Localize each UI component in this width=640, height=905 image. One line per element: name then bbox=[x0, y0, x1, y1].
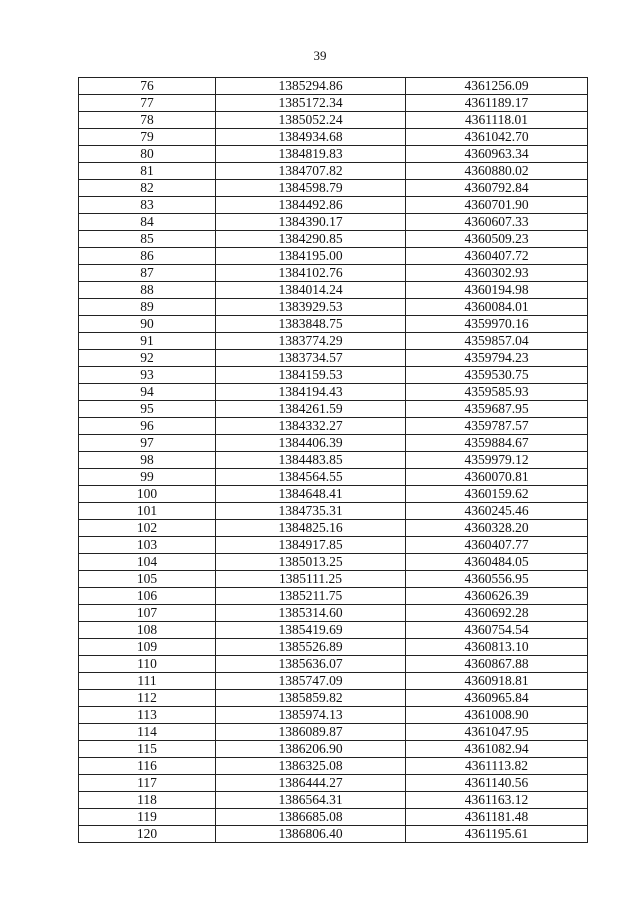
point-number-cell: 111 bbox=[79, 673, 216, 690]
table-row bbox=[79, 469, 588, 486]
table-row bbox=[79, 316, 588, 333]
y-coordinate-cell: 4359530.75 bbox=[406, 367, 588, 384]
x-coordinate-cell: 1383734.57 bbox=[216, 350, 406, 367]
y-coordinate-cell: 4360328.20 bbox=[406, 520, 588, 537]
y-coordinate-cell: 4361042.70 bbox=[406, 129, 588, 146]
y-coordinate-cell: 4359787.57 bbox=[406, 418, 588, 435]
table-row bbox=[79, 741, 588, 758]
y-coordinate-cell: 4360813.10 bbox=[406, 639, 588, 656]
table-row bbox=[79, 520, 588, 537]
y-coordinate-cell: 4360701.90 bbox=[406, 197, 588, 214]
x-coordinate-cell: 1384934.68 bbox=[216, 129, 406, 146]
y-coordinate-cell: 4361118.01 bbox=[406, 112, 588, 129]
x-coordinate-cell: 1386444.27 bbox=[216, 775, 406, 792]
y-coordinate-cell: 4360607.33 bbox=[406, 214, 588, 231]
x-coordinate-cell: 1386325.08 bbox=[216, 758, 406, 775]
y-coordinate-cell: 4359687.95 bbox=[406, 401, 588, 418]
x-coordinate-cell: 1384648.41 bbox=[216, 486, 406, 503]
page-number: 39 bbox=[313, 48, 327, 63]
table-row bbox=[79, 588, 588, 605]
table-row bbox=[79, 384, 588, 401]
table-row bbox=[79, 690, 588, 707]
x-coordinate-cell: 1385636.07 bbox=[216, 656, 406, 673]
x-coordinate-cell: 1385111.25 bbox=[216, 571, 406, 588]
y-coordinate-cell: 4361082.94 bbox=[406, 741, 588, 758]
y-coordinate-cell: 4361008.90 bbox=[406, 707, 588, 724]
x-coordinate-cell: 1384492.86 bbox=[216, 197, 406, 214]
table-row bbox=[79, 146, 588, 163]
table-row bbox=[79, 248, 588, 265]
x-coordinate-cell: 1383929.53 bbox=[216, 299, 406, 316]
y-coordinate-cell: 4359979.12 bbox=[406, 452, 588, 469]
y-coordinate-cell: 4360880.02 bbox=[406, 163, 588, 180]
point-number-cell: 97 bbox=[79, 435, 216, 452]
x-coordinate-cell: 1385747.09 bbox=[216, 673, 406, 690]
table-row bbox=[79, 605, 588, 622]
point-number-cell: 98 bbox=[79, 452, 216, 469]
table-row bbox=[79, 163, 588, 180]
y-coordinate-cell: 4360159.62 bbox=[406, 486, 588, 503]
table-row bbox=[79, 656, 588, 673]
x-coordinate-cell: 1384819.83 bbox=[216, 146, 406, 163]
table-row bbox=[79, 452, 588, 469]
point-number-cell: 119 bbox=[79, 809, 216, 826]
point-number-cell: 82 bbox=[79, 180, 216, 197]
table-row bbox=[79, 622, 588, 639]
x-coordinate-cell: 1384261.59 bbox=[216, 401, 406, 418]
point-number-cell: 86 bbox=[79, 248, 216, 265]
point-number-cell: 102 bbox=[79, 520, 216, 537]
point-number-cell: 99 bbox=[79, 469, 216, 486]
y-coordinate-cell: 4360918.81 bbox=[406, 673, 588, 690]
y-coordinate-cell: 4360084.01 bbox=[406, 299, 588, 316]
y-coordinate-cell: 4360194.98 bbox=[406, 282, 588, 299]
y-coordinate-cell: 4361195.61 bbox=[406, 826, 588, 843]
y-coordinate-cell: 4361189.17 bbox=[406, 95, 588, 112]
y-coordinate-cell: 4360407.77 bbox=[406, 537, 588, 554]
point-number-cell: 83 bbox=[79, 197, 216, 214]
x-coordinate-cell: 1385859.82 bbox=[216, 690, 406, 707]
y-coordinate-cell: 4361181.48 bbox=[406, 809, 588, 826]
point-number-cell: 96 bbox=[79, 418, 216, 435]
table-row bbox=[79, 197, 588, 214]
x-coordinate-cell: 1386685.08 bbox=[216, 809, 406, 826]
y-coordinate-cell: 4361256.09 bbox=[406, 78, 588, 95]
table-row bbox=[79, 537, 588, 554]
table-row bbox=[79, 401, 588, 418]
table-row bbox=[79, 639, 588, 656]
x-coordinate-cell: 1384735.31 bbox=[216, 503, 406, 520]
point-number-cell: 88 bbox=[79, 282, 216, 299]
table-row bbox=[79, 367, 588, 384]
point-number-cell: 117 bbox=[79, 775, 216, 792]
y-coordinate-cell: 4360556.95 bbox=[406, 571, 588, 588]
table-row bbox=[79, 809, 588, 826]
table-row bbox=[79, 503, 588, 520]
x-coordinate-cell: 1384290.85 bbox=[216, 231, 406, 248]
x-coordinate-cell: 1383848.75 bbox=[216, 316, 406, 333]
y-coordinate-cell: 4359857.04 bbox=[406, 333, 588, 350]
table-row bbox=[79, 758, 588, 775]
table-row bbox=[79, 180, 588, 197]
point-number-cell: 80 bbox=[79, 146, 216, 163]
y-coordinate-cell: 4360963.34 bbox=[406, 146, 588, 163]
x-coordinate-cell: 1385172.34 bbox=[216, 95, 406, 112]
x-coordinate-cell: 1385052.24 bbox=[216, 112, 406, 129]
point-number-cell: 79 bbox=[79, 129, 216, 146]
y-coordinate-cell: 4360484.05 bbox=[406, 554, 588, 571]
x-coordinate-cell: 1384598.79 bbox=[216, 180, 406, 197]
x-coordinate-cell: 1383774.29 bbox=[216, 333, 406, 350]
point-number-cell: 100 bbox=[79, 486, 216, 503]
table-row bbox=[79, 112, 588, 129]
point-number-cell: 92 bbox=[79, 350, 216, 367]
y-coordinate-cell: 4360692.28 bbox=[406, 605, 588, 622]
table-row bbox=[79, 95, 588, 112]
point-number-cell: 110 bbox=[79, 656, 216, 673]
x-coordinate-cell: 1386564.31 bbox=[216, 792, 406, 809]
table-row bbox=[79, 231, 588, 248]
x-coordinate-cell: 1384332.27 bbox=[216, 418, 406, 435]
x-coordinate-cell: 1384564.55 bbox=[216, 469, 406, 486]
y-coordinate-cell: 4360867.88 bbox=[406, 656, 588, 673]
coordinates-table-body bbox=[79, 78, 588, 843]
x-coordinate-cell: 1385013.25 bbox=[216, 554, 406, 571]
y-coordinate-cell: 4360302.93 bbox=[406, 265, 588, 282]
point-number-cell: 89 bbox=[79, 299, 216, 316]
table-row bbox=[79, 724, 588, 741]
point-number-cell: 116 bbox=[79, 758, 216, 775]
y-coordinate-cell: 4359884.67 bbox=[406, 435, 588, 452]
point-number-cell: 106 bbox=[79, 588, 216, 605]
point-number-cell: 76 bbox=[79, 78, 216, 95]
y-coordinate-cell: 4359794.23 bbox=[406, 350, 588, 367]
point-number-cell: 114 bbox=[79, 724, 216, 741]
table-row bbox=[79, 673, 588, 690]
point-number-cell: 93 bbox=[79, 367, 216, 384]
point-number-cell: 78 bbox=[79, 112, 216, 129]
point-number-cell: 77 bbox=[79, 95, 216, 112]
x-coordinate-cell: 1385419.69 bbox=[216, 622, 406, 639]
table-row bbox=[79, 707, 588, 724]
y-coordinate-cell: 4361047.95 bbox=[406, 724, 588, 741]
table-row bbox=[79, 214, 588, 231]
x-coordinate-cell: 1384195.00 bbox=[216, 248, 406, 265]
y-coordinate-cell: 4361140.56 bbox=[406, 775, 588, 792]
point-number-cell: 108 bbox=[79, 622, 216, 639]
x-coordinate-cell: 1384917.85 bbox=[216, 537, 406, 554]
x-coordinate-cell: 1385526.89 bbox=[216, 639, 406, 656]
point-number-cell: 113 bbox=[79, 707, 216, 724]
table-row bbox=[79, 571, 588, 588]
point-number-cell: 91 bbox=[79, 333, 216, 350]
x-coordinate-cell: 1385294.86 bbox=[216, 78, 406, 95]
x-coordinate-cell: 1384707.82 bbox=[216, 163, 406, 180]
x-coordinate-cell: 1385314.60 bbox=[216, 605, 406, 622]
x-coordinate-cell: 1384406.39 bbox=[216, 435, 406, 452]
point-number-cell: 84 bbox=[79, 214, 216, 231]
point-number-cell: 90 bbox=[79, 316, 216, 333]
x-coordinate-cell: 1386806.40 bbox=[216, 826, 406, 843]
table-row bbox=[79, 775, 588, 792]
table-row bbox=[79, 299, 588, 316]
point-number-cell: 109 bbox=[79, 639, 216, 656]
y-coordinate-cell: 4361113.82 bbox=[406, 758, 588, 775]
x-coordinate-cell: 1386089.87 bbox=[216, 724, 406, 741]
table-row bbox=[79, 78, 588, 95]
x-coordinate-cell: 1386206.90 bbox=[216, 741, 406, 758]
point-number-cell: 81 bbox=[79, 163, 216, 180]
table-row bbox=[79, 792, 588, 809]
point-number-cell: 87 bbox=[79, 265, 216, 282]
y-coordinate-cell: 4359585.93 bbox=[406, 384, 588, 401]
table-row bbox=[79, 826, 588, 843]
table-row bbox=[79, 418, 588, 435]
point-number-cell: 112 bbox=[79, 690, 216, 707]
x-coordinate-cell: 1384014.24 bbox=[216, 282, 406, 299]
y-coordinate-cell: 4360407.72 bbox=[406, 248, 588, 265]
x-coordinate-cell: 1384390.17 bbox=[216, 214, 406, 231]
x-coordinate-cell: 1384194.43 bbox=[216, 384, 406, 401]
point-number-cell: 105 bbox=[79, 571, 216, 588]
point-number-cell: 85 bbox=[79, 231, 216, 248]
point-number-cell: 101 bbox=[79, 503, 216, 520]
coordinates-table bbox=[78, 77, 588, 843]
y-coordinate-cell: 4360070.81 bbox=[406, 469, 588, 486]
x-coordinate-cell: 1385211.75 bbox=[216, 588, 406, 605]
table-row bbox=[79, 265, 588, 282]
table-row bbox=[79, 486, 588, 503]
point-number-cell: 104 bbox=[79, 554, 216, 571]
y-coordinate-cell: 4361163.12 bbox=[406, 792, 588, 809]
table-row bbox=[79, 350, 588, 367]
x-coordinate-cell: 1384102.76 bbox=[216, 265, 406, 282]
point-number-cell: 115 bbox=[79, 741, 216, 758]
x-coordinate-cell: 1384825.16 bbox=[216, 520, 406, 537]
point-number-cell: 120 bbox=[79, 826, 216, 843]
y-coordinate-cell: 4360626.39 bbox=[406, 588, 588, 605]
table-row bbox=[79, 333, 588, 350]
x-coordinate-cell: 1384483.85 bbox=[216, 452, 406, 469]
point-number-cell: 95 bbox=[79, 401, 216, 418]
y-coordinate-cell: 4360965.84 bbox=[406, 690, 588, 707]
point-number-cell: 94 bbox=[79, 384, 216, 401]
y-coordinate-cell: 4360754.54 bbox=[406, 622, 588, 639]
point-number-cell: 107 bbox=[79, 605, 216, 622]
y-coordinate-cell: 4360245.46 bbox=[406, 503, 588, 520]
point-number-cell: 118 bbox=[79, 792, 216, 809]
y-coordinate-cell: 4360509.23 bbox=[406, 231, 588, 248]
x-coordinate-cell: 1385974.13 bbox=[216, 707, 406, 724]
y-coordinate-cell: 4359970.16 bbox=[406, 316, 588, 333]
table-row bbox=[79, 554, 588, 571]
point-number-cell: 103 bbox=[79, 537, 216, 554]
table-row bbox=[79, 129, 588, 146]
table-row bbox=[79, 282, 588, 299]
y-coordinate-cell: 4360792.84 bbox=[406, 180, 588, 197]
x-coordinate-cell: 1384159.53 bbox=[216, 367, 406, 384]
table-row bbox=[79, 435, 588, 452]
